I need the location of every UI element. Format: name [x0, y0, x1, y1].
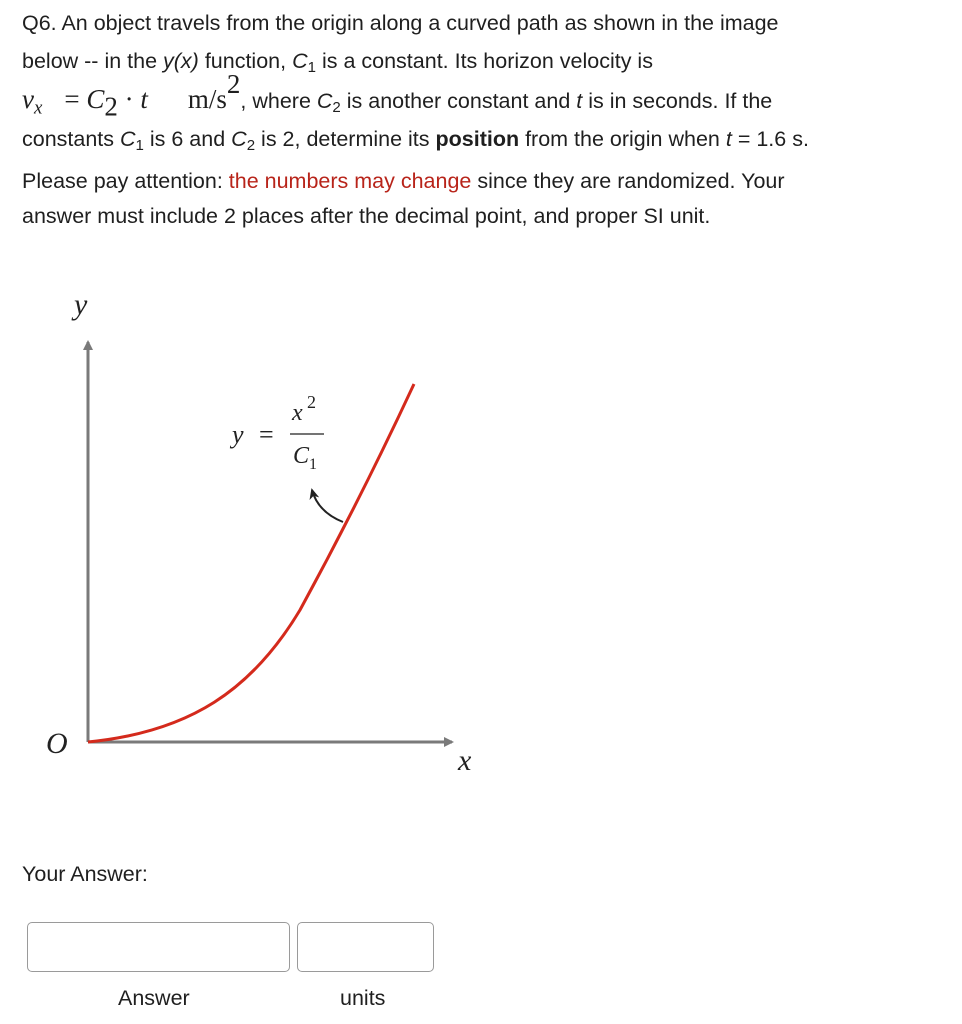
x-axis-label: x	[458, 744, 472, 777]
question-text	[22, 4, 947, 234]
randomized-note: the numbers may change	[228, 169, 472, 193]
curve-equation	[229, 392, 324, 473]
svg-text:C: C	[293, 443, 310, 469]
your-answer-label: Your Answer:	[22, 862, 148, 886]
y-axis-label: y	[74, 288, 88, 321]
svg-text:x: x	[292, 400, 303, 426]
svg-text:2: 2	[307, 392, 316, 412]
trajectory-curve	[88, 384, 414, 742]
origin-label: O	[46, 727, 68, 760]
question-line-4: constants $C_1$ is 6 and $C_2$ is 2, determine its position from the origin when t = 1.6 s.	[22, 127, 809, 155]
question-line-5: Please pay attention: the numbers may change since they are randomized. Your	[22, 169, 785, 193]
units-caption: units	[340, 986, 386, 1010]
svg-text:y: y	[232, 420, 244, 449]
answer-caption: Answer	[118, 986, 190, 1010]
callout-arrow	[312, 490, 343, 522]
answer-input[interactable]	[27, 922, 290, 972]
question-line-1: Q6. An object travels from the origin along a curved path as shown in the image	[22, 11, 779, 35]
question-line-3: $v_x = C_2 \cdot t$ $m/s^2$, where $C_2$ is another constant and t is in seconds. If the	[22, 69, 773, 122]
svg-text:=: =	[259, 420, 274, 449]
units-input[interactable]	[297, 922, 434, 972]
question-line-2: below -- in the y(x) function, $C_1$ is a constant. Its horizon velocity is	[22, 49, 653, 77]
vx-symbol: $v_x$	[22, 84, 43, 119]
svg-text:1: 1	[309, 456, 317, 473]
trajectory-figure	[0, 280, 520, 800]
question-line-6: answer must include 2 places after the decimal point, and proper SI unit.	[22, 204, 711, 228]
